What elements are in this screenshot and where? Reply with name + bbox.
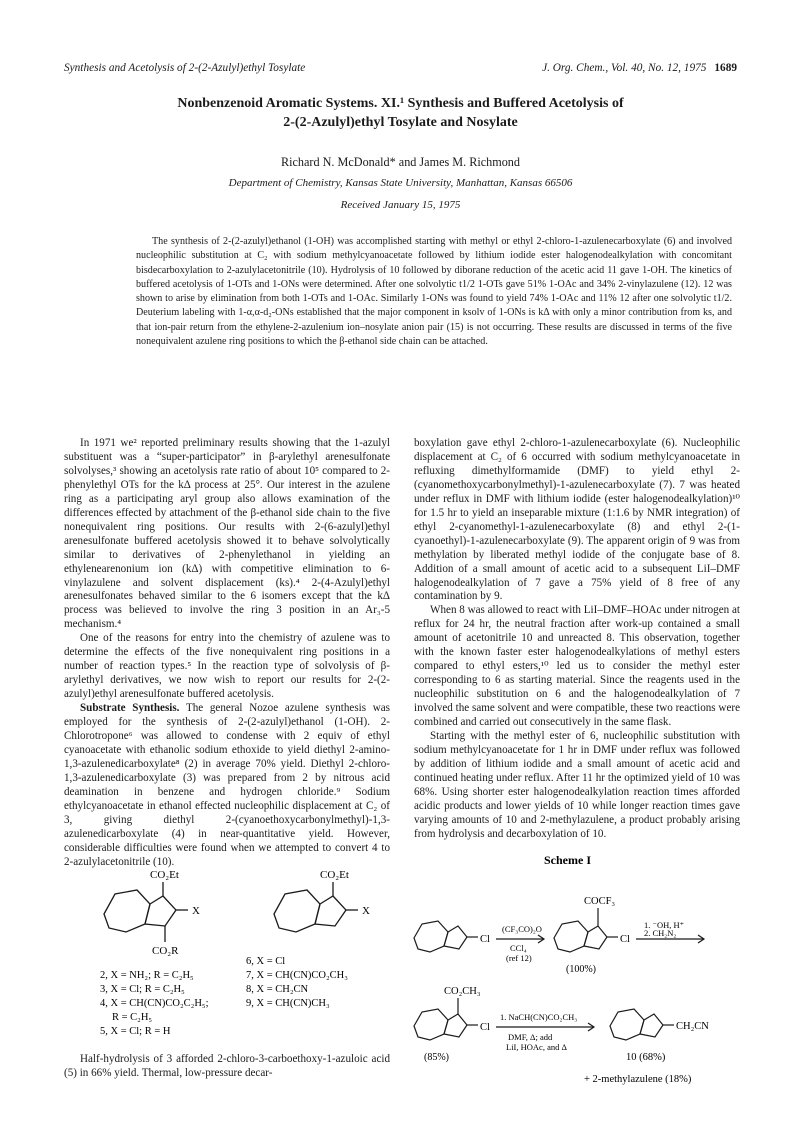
left-column [64,437,390,870]
compound-label: 6, X = Cl [246,956,286,967]
running-title: Synthesis and Acetolysis of 2-(2-Azulyl)ethyl Tosylate [64,62,306,74]
compound-label: 3, X = Cl; R = C₂H₅ [100,984,185,995]
substituent-label: CH₂CN [676,1021,709,1032]
substituent-label: CO₂Et [320,869,349,881]
reagent-label: CCl₄ [510,943,527,953]
paragraph-text: The general Nozoe azulene synthesis was employed for the synthesis of 2-(2-azulyl)ethanol (1-OH). 2-Chlorotropone⁶ was allowed to condense with 2 equiv of ethyl cyanoacetate with ethanolic sodium ethoxide to yield diethyl 2-amino-1,3-azulenedicarboxylate⁸ (2) in average 70% yield. Diethyl 2-chloro-1,3-azulenedicarboxylate (3) was prepared from 2 by nitrous acid deamination in benzene and hydrogen chloride.⁹ Sodium ethylcyanoacetate in ethanol effected nucleophilic displacement at C₂ of 3, giving diethyl 2-(cyanoethoxycarbonylmethyl)-1,3-azulenedicarboxylate (4) in near-quantitative yield. However, considerable difficulties were found when we attempted to convert 4 to 2-azulylacetonitrile (10). [64,702,390,868]
yield-label: (100%) [566,964,596,975]
yield-label: (85%) [424,1052,449,1063]
affiliation: Department of Chemistry, Kansas State University, Manhattan, Kansas 66506 [228,177,573,189]
five-membered-ring [315,896,346,926]
reagent-label: DMF, Δ; add [508,1032,553,1042]
journal-citation [542,62,737,74]
substituent-label: CO₂CH₃ [444,986,481,997]
reagent-label: (CF₃CO)₂O [502,924,542,934]
compound-label: 2, X = NH₂; R = C₂H₅ [100,970,194,981]
paragraph: In 1971 we² reported preliminary results showing that the 1-azulyl substituent was a “super-participator” in β-arylethyl arenesulfonate solvolyses,³ showing an acetolysis rate ratio of about 10⁵ compared to 2-phenylethyl OTs for the kΔ process at 25°. Our interest in the azulene ring as a participating aryl group also allows examination of the differences effected by attachment of the β-ethanol side chain to the five nonequivalent ring positions. Our results with 2-(6-azulyl)ethyl arenesulfonate buffered acetolysis showed it to behave solvolytically similar to derivatives of 2-phenylethanol in yielding an ethylenearenonium ion (kΔ) with competitive elimination to 6-vinylazulene and solvent displacement (ks).⁴ 2-(4-Azulyl)ethyl arenesulfonates behaved similar to the 6 isomers except that the kΔ process was believed to involve the ring 3 position in an Ar₃-5 mechanism.⁴ [64,437,390,631]
atom-label: Cl [480,934,490,945]
scheme-svg [404,848,744,1098]
byproduct-label: + 2-methylazulene (18%) [584,1074,692,1085]
substituent-label: COCF₃ [584,896,616,907]
compound-label: 5, X = Cl; R = H [100,1026,171,1037]
scheme-title: Scheme I [544,853,591,867]
seven-membered-ring [104,890,150,932]
compound-label: 4, X = CH(CN)CO₂C₂H₅; [100,998,209,1009]
reagent-label: 2. CH₂N₂ [644,928,677,938]
substituent-label: X [192,905,200,917]
reagent-label: LiI, HOAc, and Δ [506,1042,567,1052]
five-membered-ring [145,896,176,926]
reagent-label: 1. NaCH(CN)CO₂CH₃ [500,1012,578,1022]
right-column [414,437,740,842]
azulene-structures-svg [64,852,404,1037]
atom-label: Cl [620,934,630,945]
atom-label: Cl [480,1022,490,1033]
reagent-label: 1. ⁻OH, H⁺ [644,920,685,930]
paragraph: Starting with the methyl ester of 6, nucleophilic substitution with sodium methylcyanoacetate for 1 hr in DMF under reflux was followed by addition of lithium iodide and a small amount of acetic acid and continued heating under reflux. After 11 hr the optimized yield of 10 was 68%. Using shorter ester halogenodealkylation reaction times afforded acidic products and lower yields of 10 while longer reaction times gave varying amounts of 10 and 2-methylazulene, a product probably arising from hydrolysis and decarboxylation of 10. [414,730,740,840]
article-title-line1: Nonbenzenoid Aromatic Systems. XI.¹ Synthesis and Buffered Acetolysis of [177,96,624,111]
authors: Richard N. McDonald* and James M. Richmond [281,155,520,169]
paragraph: When 8 was allowed to react with LiI–DMF–HOAc under nitrogen at reflux for 24 hr, the neutral fraction after work-up contained a small amount of acetonitrile 10 and unreacted 8. This observation, together with the known faster ester halogenodealkylations of methyl esters compared to ethyl esters,¹⁰ led us to consider the methyl ester corresponding to 6 as starting material. Since the reagents used in the nucleophilic substitution on 6 and the halogenodealkylation of 7 involved the same solvent and were compatible, these two reactions were combined and carried out consecutively in the same flask. [414,604,740,729]
journal-name: J. Org. Chem., Vol. 40, No. 12, 1975 [542,62,707,74]
reagent-label: (ref 12) [506,953,532,963]
section-heading: Substrate Synthesis. [80,702,180,715]
substituent-label: CO₂R [152,945,179,957]
product-label: 10 (68%) [626,1052,666,1063]
substituent-label: CO₂Et [150,869,179,881]
paragraph [64,702,390,869]
substituent-label: X [362,905,370,917]
structure-figure [64,852,404,1037]
abstract: The synthesis of 2-(2-azulyl)ethanol (1-OH) was accomplished starting with methyl or ethyl 2-chloro-1-azulenecarboxylate (6) and involved nucleophilic substitution at C₂ with sodium methylcyanoacetate followed by lithium iodide ester halogenodealkylation with concomitant bisdecarboxylation to 2-azulylacetonitrile (10). Hydrolysis of 10 followed by diborane reduction of the acetic acid 11 gave 1-OH. The kinetics of buffered acetolysis of 1-OTs and 1-ONs were determined. After one solvolytic t1/2 1-OTs gave 51% 1-OAc and 34% 2-vinylazulene (12). 12 was shown to arise by elimination from both 1-OTs and 1-OAc. Similarly 1-ONs was found to yield 74% 1-OAc and 11% 12 after one solvolytic t1/2. Deuterium labeling with 1-α,α-d₂-ONs established that the major component in ksolv of 1-ONs is kΔ with only a minor contribution from ks, and that ion-pair return from the ethylene-2-azulenium ion–nosylate anion pair (15) is not occurring. These results are discussed in terms of the five nonequivalent azulene ring positions to which the β-ethanol side chain can be attached. [136,236,732,348]
compound-label: 8, X = CH₂CN [246,984,309,995]
paragraph: Half-hydrolysis of 3 afforded 2-chloro-3-carboethoxy-1-azuloic acid (5) in 66% yield. Thermal, low-pressure decar- [64,1053,390,1079]
seven-membered-ring [274,890,320,932]
paragraph: One of the reasons for entry into the chemistry of azulene was to determine the effects of the five nonequivalent ring positions in a number of reaction types.⁵ In the reaction type of solvolysis of β-arylethyl derivatives, we now wish to report our results for 2-(2-azulyl)ethyl arenesulfonate buffered acetolysis. [64,632,390,701]
compound-label: 7, X = CH(CN)CO₂CH₃ [246,970,348,981]
compound-label: 9, X = CH(CN)CH₃ [246,998,330,1009]
page-number: 1689 [714,62,737,74]
compound-label: R = C₂H₅ [112,1012,153,1023]
scheme-figure [404,848,744,1098]
paragraph: boxylation gave ethyl 2-chloro-1-azulenecarboxylate (6). Nucleophilic displacement at C₂ of 6 occurred with sodium methylcyanoacetate in refluxing dimethylformamide (DMF) to yield ethyl 2-(cyanomethoxycarbonylmethyl)-1-azulenecarboxylate (7). 7 was heated under reflux in DMF with lithium iodide (ester halogenodealkylation)¹⁰ for 1.5 hr to yield an inseparable mixture (1:1.6 by NMR integration) of ethyl 2-cyanomethyl-1-azulenecarboxylate (8) and ethyl 2-(1-cyanoethyl)-1-azulenecarboxylate (9). The apparent origin of 9 was from methylation by liberated methyl iodide of the conjugate base of 8. Addition of a small amount of acetic acid to a subsequent LiI–DMF halogenodealkylation of 7 gave a 75% yield of 8 free of any contamination by 9. [414,437,740,603]
received-date: Received January 15, 1975 [340,199,461,211]
article-title-line2: 2-(2-Azulyl)ethyl Tosylate and Nosylate [283,115,518,130]
